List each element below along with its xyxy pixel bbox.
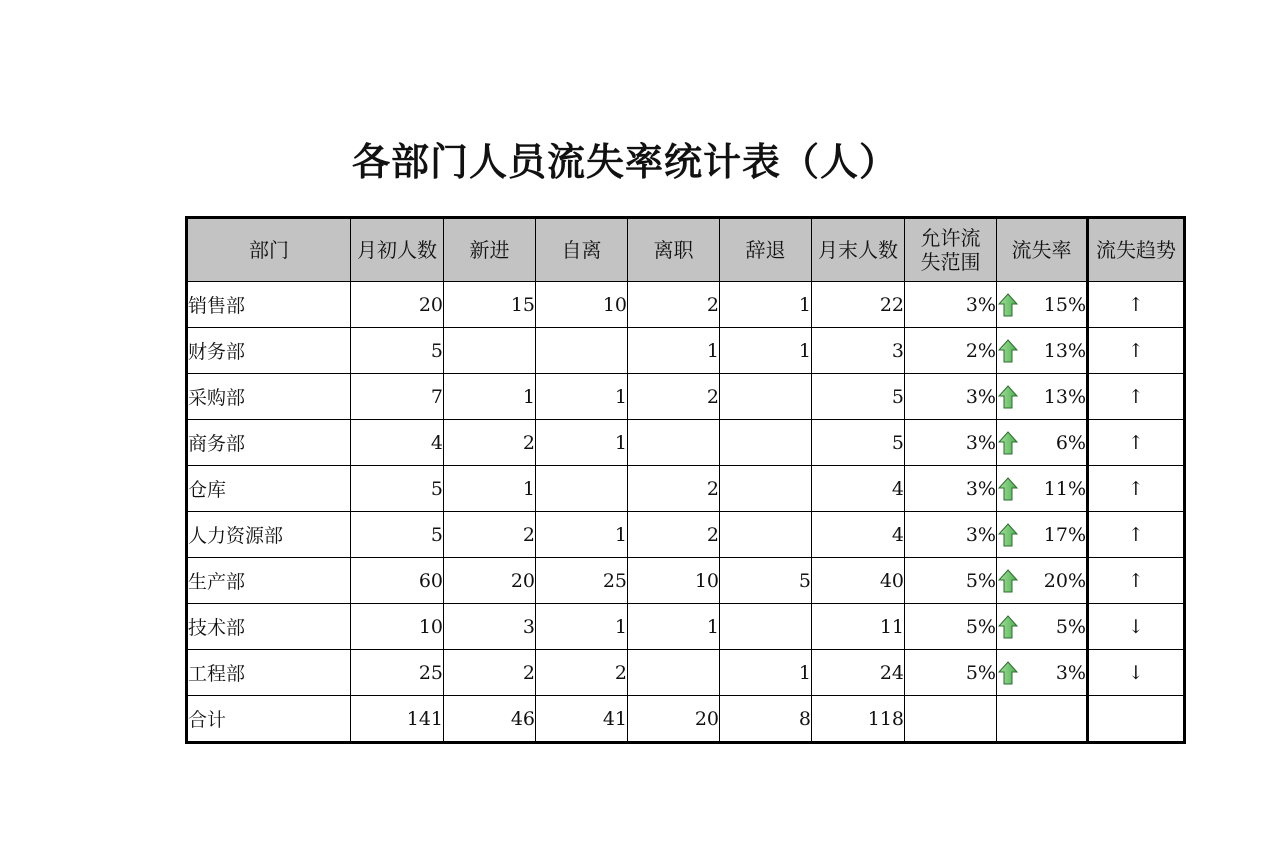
dept-cell: 生产部: [187, 558, 351, 604]
loss-rate-value: 6%: [1055, 431, 1086, 454]
loss-rate-value: 3%: [1055, 661, 1086, 684]
start-count-cell: 20: [351, 282, 444, 328]
dept-cell: 销售部: [187, 282, 351, 328]
allowed-range-cell: 5%: [905, 650, 997, 696]
resign-cell: 1: [628, 328, 720, 374]
allowed-range-cell: 3%: [905, 374, 997, 420]
new-count-cell: 46: [444, 696, 536, 743]
total-row: [187, 696, 1185, 743]
header-rate: 流失率: [997, 218, 1088, 282]
dismiss-cell: 1: [720, 282, 812, 328]
trend-cell: ↑: [1088, 420, 1185, 466]
green-up-arrow-icon: [998, 569, 1018, 593]
self-leave-cell: 1: [536, 512, 628, 558]
green-up-arrow-icon: [998, 661, 1018, 685]
header-end: 月末人数: [812, 218, 905, 282]
dept-cell: 采购部: [187, 374, 351, 420]
self-leave-cell: 1: [536, 604, 628, 650]
loss-rate-value: 17%: [1043, 523, 1086, 546]
trend-cell: [1088, 696, 1185, 743]
loss-rate-cell: [997, 328, 1088, 374]
self-leave-cell: 2: [536, 650, 628, 696]
header-allowed: [905, 218, 997, 282]
start-count-cell: 5: [351, 328, 444, 374]
dismiss-cell: 8: [720, 696, 812, 743]
dismiss-cell: 1: [720, 650, 812, 696]
dept-cell: 仓库: [187, 466, 351, 512]
loss-rate-value: 13%: [1043, 339, 1086, 362]
header-start: 月初人数: [351, 218, 444, 282]
end-count-cell: 11: [812, 604, 905, 650]
green-up-arrow-icon: [998, 293, 1018, 317]
new-count-cell: 20: [444, 558, 536, 604]
table-row: [187, 282, 1185, 328]
allowed-range-cell: [905, 696, 997, 743]
table-row: [187, 650, 1185, 696]
allowed-range-cell: 3%: [905, 420, 997, 466]
end-count-cell: 22: [812, 282, 905, 328]
end-count-cell: 3: [812, 328, 905, 374]
green-up-arrow-icon: [998, 615, 1018, 639]
dept-cell: 商务部: [187, 420, 351, 466]
loss-rate-cell: [997, 604, 1088, 650]
new-count-cell: 3: [444, 604, 536, 650]
allowed-range-cell: 5%: [905, 604, 997, 650]
trend-cell: ↑: [1088, 374, 1185, 420]
new-count-cell: 15: [444, 282, 536, 328]
end-count-cell: 24: [812, 650, 905, 696]
loss-rate-cell: [997, 512, 1088, 558]
header-row: [187, 218, 1185, 282]
end-count-cell: 118: [812, 696, 905, 743]
start-count-cell: 7: [351, 374, 444, 420]
self-leave-cell: [536, 328, 628, 374]
table-row: [187, 374, 1185, 420]
end-count-cell: 5: [812, 374, 905, 420]
end-count-cell: 4: [812, 512, 905, 558]
dept-cell: 人力资源部: [187, 512, 351, 558]
new-count-cell: 2: [444, 420, 536, 466]
table-row: [187, 466, 1185, 512]
green-up-arrow-icon: [998, 477, 1018, 501]
resign-cell: 2: [628, 282, 720, 328]
green-up-arrow-icon: [998, 385, 1018, 409]
header-allowed-line1: 允许流: [920, 226, 981, 250]
start-count-cell: 141: [351, 696, 444, 743]
loss-rate-cell: [997, 374, 1088, 420]
trend-cell: ↑: [1088, 512, 1185, 558]
dismiss-cell: [720, 604, 812, 650]
dismiss-cell: 5: [720, 558, 812, 604]
loss-rate-cell: [997, 558, 1088, 604]
dismiss-cell: 1: [720, 328, 812, 374]
self-leave-cell: 41: [536, 696, 628, 743]
resign-cell: [628, 650, 720, 696]
new-count-cell: 1: [444, 466, 536, 512]
loss-rate-value: 15%: [1043, 293, 1086, 316]
end-count-cell: 40: [812, 558, 905, 604]
header-resign: 离职: [628, 218, 720, 282]
start-count-cell: 10: [351, 604, 444, 650]
new-count-cell: [444, 328, 536, 374]
new-count-cell: 2: [444, 650, 536, 696]
dismiss-cell: [720, 420, 812, 466]
dismiss-cell: [720, 466, 812, 512]
header-self-leave: 自离: [536, 218, 628, 282]
allowed-range-cell: 3%: [905, 282, 997, 328]
loss-rate-table: [185, 216, 1186, 744]
loss-rate-cell: [997, 282, 1088, 328]
self-leave-cell: [536, 466, 628, 512]
page-title: 各部门人员流失率统计表（人）: [352, 139, 899, 184]
start-count-cell: 60: [351, 558, 444, 604]
dismiss-cell: [720, 512, 812, 558]
green-up-arrow-icon: [998, 431, 1018, 455]
loss-rate-value: 5%: [1055, 615, 1086, 638]
header-dismiss: 辞退: [720, 218, 812, 282]
self-leave-cell: 1: [536, 374, 628, 420]
dept-cell: 合计: [187, 696, 351, 743]
header-new: 新进: [444, 218, 536, 282]
header-trend: 流失趋势: [1088, 218, 1185, 282]
trend-cell: ↑: [1088, 282, 1185, 328]
resign-cell: 2: [628, 374, 720, 420]
start-count-cell: 5: [351, 512, 444, 558]
new-count-cell: 2: [444, 512, 536, 558]
trend-cell: ↑: [1088, 466, 1185, 512]
end-count-cell: 4: [812, 466, 905, 512]
new-count-cell: 1: [444, 374, 536, 420]
resign-cell: 2: [628, 512, 720, 558]
header-allowed-line2: 失范围: [920, 250, 981, 274]
loss-rate-value: 20%: [1043, 569, 1086, 592]
resign-cell: 2: [628, 466, 720, 512]
dept-cell: 技术部: [187, 604, 351, 650]
dept-cell: 财务部: [187, 328, 351, 374]
table-row: [187, 512, 1185, 558]
green-up-arrow-icon: [998, 339, 1018, 363]
start-count-cell: 4: [351, 420, 444, 466]
table-row: [187, 604, 1185, 650]
start-count-cell: 25: [351, 650, 444, 696]
self-leave-cell: 1: [536, 420, 628, 466]
trend-cell: ↑: [1088, 558, 1185, 604]
resign-cell: 20: [628, 696, 720, 743]
table-row: [187, 558, 1185, 604]
loss-rate-cell: [997, 696, 1088, 743]
dept-cell: 工程部: [187, 650, 351, 696]
table-row: [187, 328, 1185, 374]
resign-cell: [628, 420, 720, 466]
green-up-arrow-icon: [998, 523, 1018, 547]
end-count-cell: 5: [812, 420, 905, 466]
trend-cell: ↓: [1088, 650, 1185, 696]
self-leave-cell: 25: [536, 558, 628, 604]
allowed-range-cell: 3%: [905, 466, 997, 512]
allowed-range-cell: 2%: [905, 328, 997, 374]
allowed-range-cell: 3%: [905, 512, 997, 558]
header-dept: 部门: [187, 218, 351, 282]
resign-cell: 1: [628, 604, 720, 650]
trend-cell: ↑: [1088, 328, 1185, 374]
self-leave-cell: 10: [536, 282, 628, 328]
loss-rate-cell: [997, 650, 1088, 696]
start-count-cell: 5: [351, 466, 444, 512]
loss-rate-value: 11%: [1043, 477, 1086, 500]
loss-rate-cell: [997, 466, 1088, 512]
table-row: [187, 420, 1185, 466]
loss-rate-value: 13%: [1043, 385, 1086, 408]
allowed-range-cell: 5%: [905, 558, 997, 604]
resign-cell: 10: [628, 558, 720, 604]
loss-rate-cell: [997, 420, 1088, 466]
trend-cell: ↓: [1088, 604, 1185, 650]
dismiss-cell: [720, 374, 812, 420]
